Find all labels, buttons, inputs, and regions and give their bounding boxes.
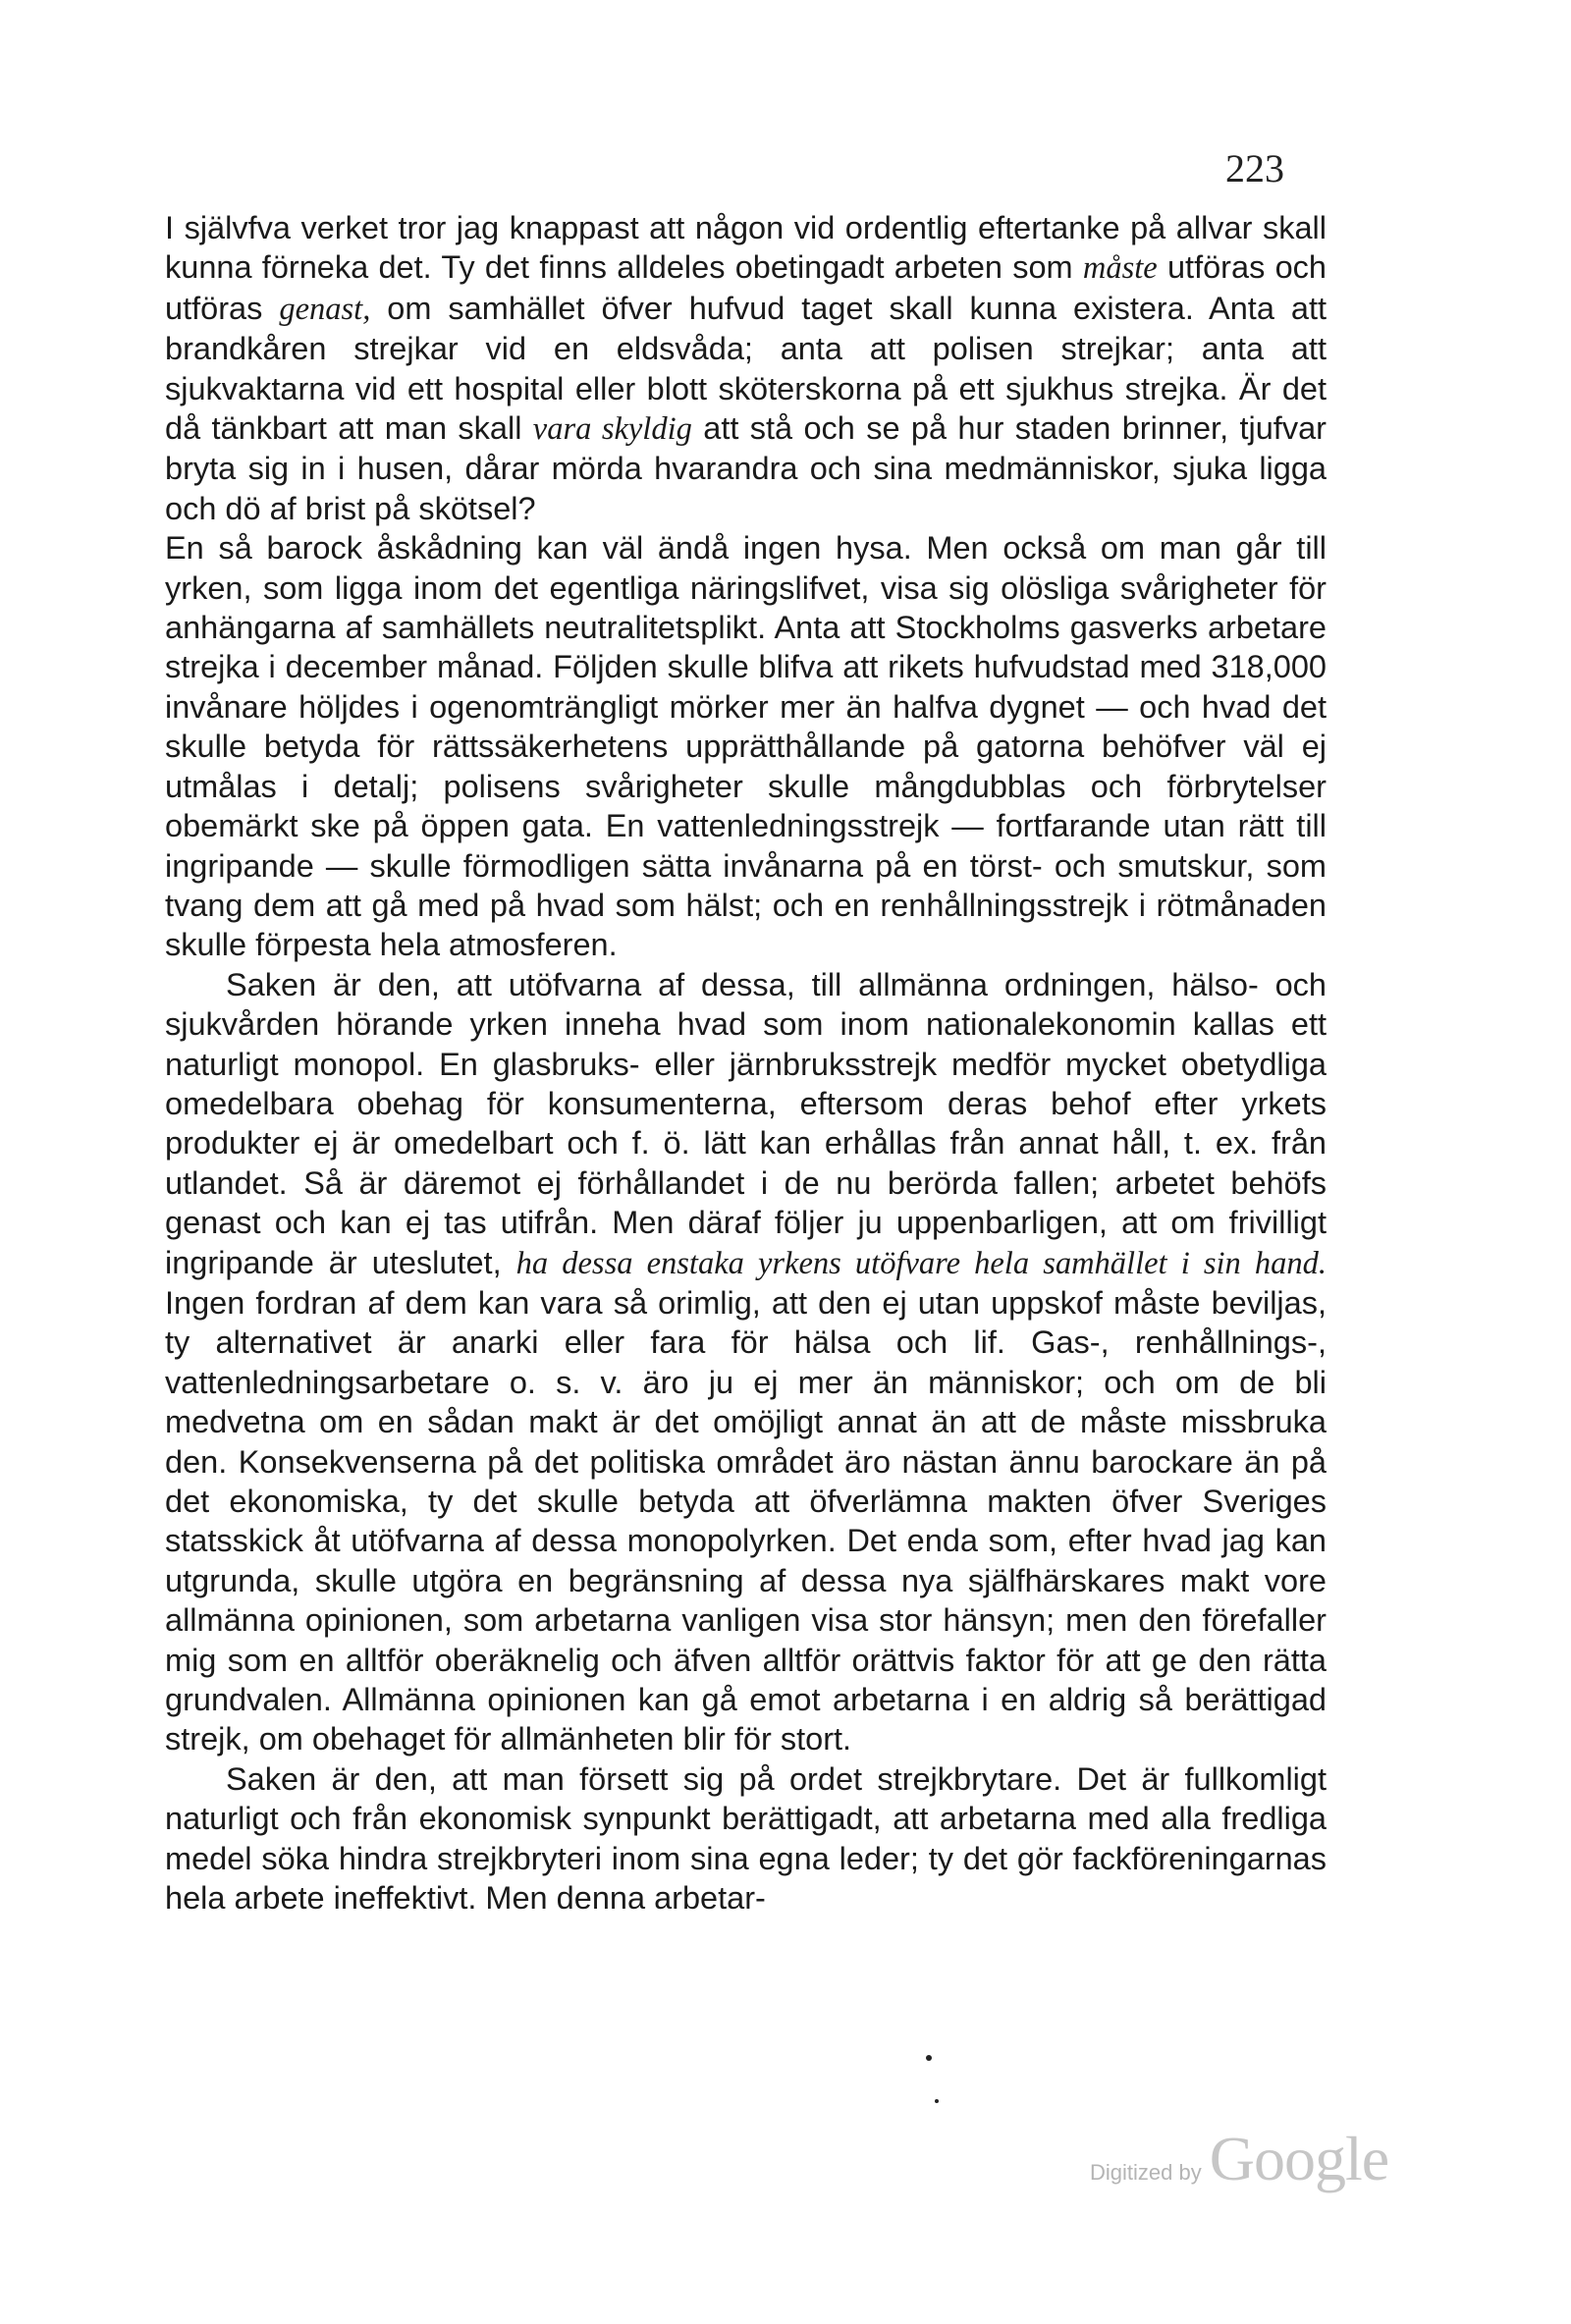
body-text (165, 208, 1327, 1918)
paragraph (165, 965, 1327, 1759)
emphasis-text: genast, (279, 291, 371, 327)
google-logo: Google (1209, 2124, 1389, 2193)
page-mark-dot (926, 2055, 932, 2061)
emphasis-text: ha dessa enstaka yrkens utöfvare hela samhället i sin hand. (515, 1245, 1327, 1281)
paragraph-text: utföras och utföras (165, 249, 1327, 326)
paragraph-text: I självfva verket tror jag knappast att någon vid ordentlig eftertanke på allvar skall kunna förneka det. Ty det finns alldeles obetingadt arbeten som (165, 210, 1327, 286)
page-number: 223 (1225, 146, 1284, 190)
paragraph-text: att stå och se på hur staden brinner, tjufvar bryta sig in i husen, dårar mörda hvarandra och sina medmänniskor, sjuka ligga och dö af brist på skötsel? (165, 410, 1327, 526)
paragraph (165, 208, 1327, 528)
paragraph (165, 1759, 1327, 1919)
watermark-prefix: Digitized by (1090, 2160, 1202, 2185)
emphasis-text: måste (1082, 250, 1158, 287)
paragraph-text: Ingen fordran af dem kan vara så orimlig, att den ej utan uppskof måste beviljas, ty alternativet är anarki eller fara för hälsa och lif. Gas-, renhållnings-, vattenledningsarbetare o. s. v. äro ju ej mer än människor; och om de bli medvetna om en sådan makt är det omöjligt annat än att de måste missbruka den. Konsekvenserna på det politiska området äro nästan ännu barockare än på det ekonomiska, ty det skulle betyda att öfverlämna makten öfver Sveriges statsskick åt utöfvarna af dessa monopolyrken. Det enda som, efter hvad jag kan utgrunda, skulle utgöra en begränsning af dessa nya själfhärskares makt vore allmänna opinionen, som arbetarna vanligen visa stor hänsyn; men den förefaller mig som en alltför oberäknelig och äfven alltför orättvis faktor för att ge den rätta grundvalen. Allmänna opinionen kan gå emot arbetarna i en aldrig så berättigad strejk, om obehaget för allmänheten blir för stort. (165, 1284, 1327, 1757)
paragraph-text: om samhället öfver hufvud taget skall kunna existera. Anta att brandkåren strejkar vid en eldsvåda; anta att polisen strejkar; anta att sjukvaktarna vid ett hospital eller blott sköterskorna på ett sjukhus strejka. Är det då tänkbart att man skall (165, 290, 1327, 447)
paragraph-text: Saken är den, att utöfvarna af dessa, till allmänna ordningen, hälso- och sjukvården hörande yrken inneha hvad som inom nationalekonomin kallas ett naturligt monopol. En glasbruks- eller järnbruksstrejk medför mycket obetydliga omedelbara obehag för konsumenterna, eftersom deras behof efter yrkets produkter ej är omedelbart och f. ö. lätt kan erhållas från annat håll, t. ex. från utlandet. Så är däremot ej förhållandet i de nu berörda fallen; arbetet behöfs genast och kan ej tas utifrån. Men däraf följer ju uppenbarligen, att om frivilligt ingripande är uteslutet, (165, 966, 1327, 1280)
paragraph (165, 528, 1327, 964)
paragraph-text: En så barock åskådning kan väl ändå ingen hysa. Men också om man går till yrken, som ligga inom det egentliga näringslifvet, visa sig olösliga svårigheter för anhängarna af samhällets neutralitetsplikt. Anta att Stockholms gasverks arbetare strejka i december månad. Följden skulle blifva att rikets hufvudstad med 318,000 invånare höljdes i ogenomträngligt mörker mer än halfva dygnet — och hvad det skulle betyda för rättssäkerhetens upprätthållande på gatorna behöfver väl ej utmålas i detalj; polisens svårigheter skulle mångdubblas och förbrytelser obemärkt ske på öppen gata. En vattenledningsstrejk — fortfarande utan rätt till ingripande — skulle förmodligen sätta invånarna på en törst- och smutskur, som tvang dem att gå med på hvad som hälst; och en renhållningsstrejk i rötmånaden skulle förpesta hela atmosferen. (165, 530, 1327, 963)
paragraph-text: Saken är den, att man försett sig på ordet strejkbrytare. Det är fullkomligt naturligt och från ekonomisk synpunkt berättigadt, att arbetarna med alla fredliga medel söka hindra strejkbryteri inom sina egna leder; ty det gör fackföreningarnas hela arbete ineffektivt. Men denna arbetar- (165, 1760, 1327, 1917)
page-mark-dot (935, 2099, 939, 2103)
digitized-watermark (1090, 2123, 1388, 2195)
emphasis-text: vara skyldig (532, 411, 692, 448)
